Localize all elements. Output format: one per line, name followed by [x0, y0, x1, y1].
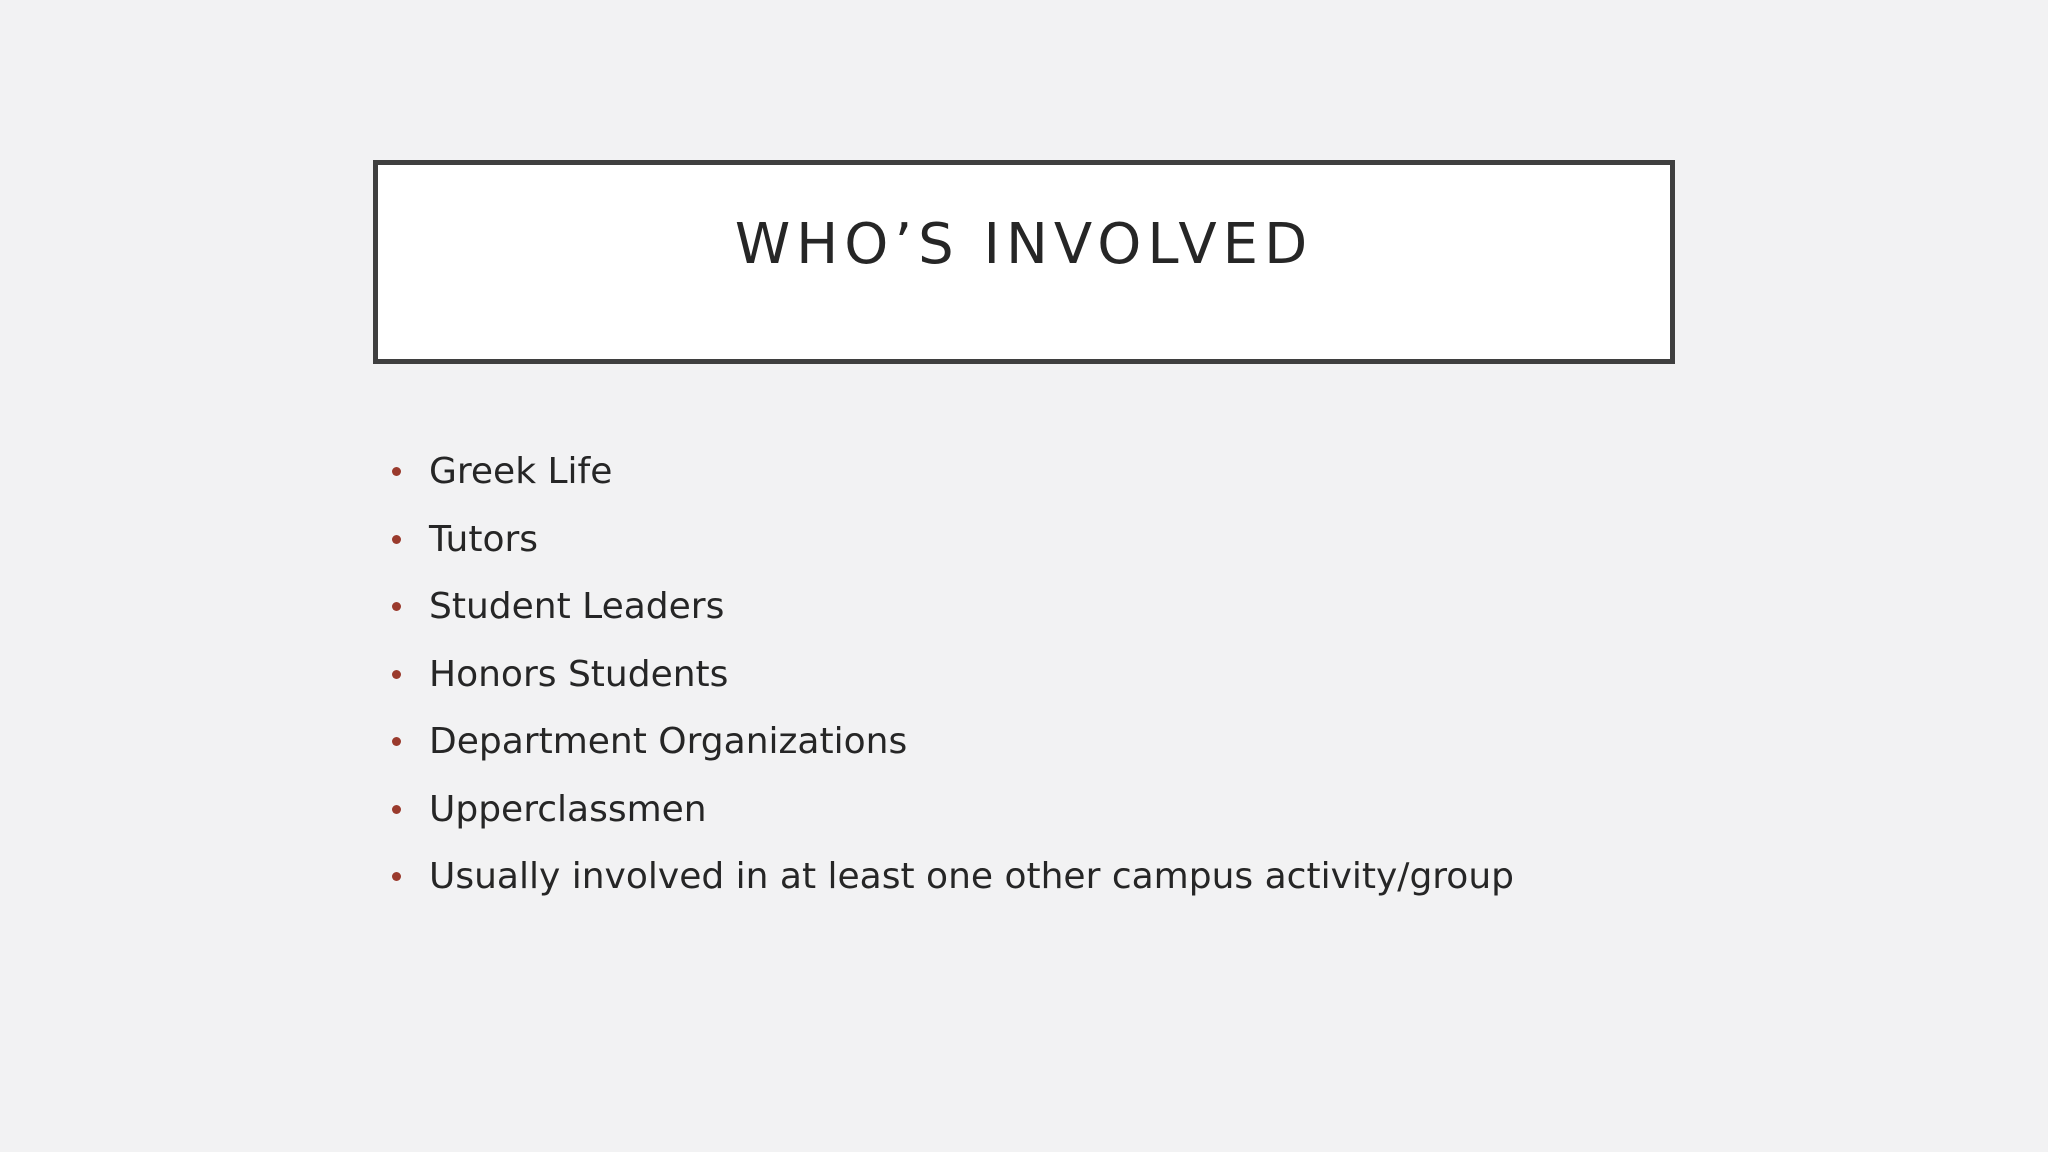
bullet-text: Department Organizations: [429, 721, 908, 763]
slide-title: WHO’S INVOLVED: [734, 212, 1314, 277]
bullet-icon: [389, 805, 429, 814]
bullet-item-campus-activity: [389, 843, 1514, 911]
bullet-item-upperclassmen: [389, 776, 1514, 844]
bullet-icon: [389, 602, 429, 611]
bullet-text: Student Leaders: [429, 586, 725, 628]
bullet-icon: [389, 670, 429, 679]
bullet-item-tutors: [389, 506, 1514, 574]
bullet-item-greek-life: [389, 438, 1514, 506]
bullet-text: Upperclassmen: [429, 788, 707, 830]
bullet-text: Usually involved in at least one other campus activity/group: [429, 856, 1514, 898]
bullet-text: Greek Life: [429, 451, 613, 493]
bullet-icon: [389, 872, 429, 881]
title-box: [373, 160, 1675, 364]
bullet-icon: [389, 535, 429, 544]
bullet-text: Honors Students: [429, 653, 729, 695]
bullet-item-honors-students: [389, 641, 1514, 709]
bullet-item-department-organizations: [389, 708, 1514, 776]
bullet-icon: [389, 467, 429, 476]
bullet-item-student-leaders: [389, 573, 1514, 641]
bullet-text: Tutors: [429, 518, 539, 560]
bullet-list: [389, 438, 1514, 911]
bullet-icon: [389, 737, 429, 746]
